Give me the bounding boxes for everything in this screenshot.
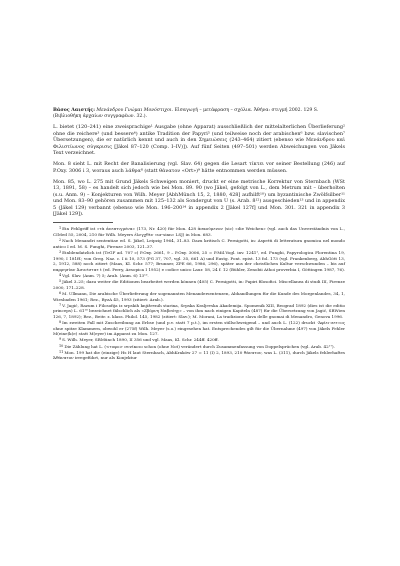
- footnote-text: Nach Menandri sententiae ed. S. Jäkel, Leipzig 1964, 31–83. Dazu kritisch C. Pernigotti, in: Aspetti di letteratura gnomica nel mondo antico I ed. M. S. Funghi, Firenze 2003, 121–37.: [53, 238, 345, 249]
- footnote-text: Mon. 199 hat die (einzige) Hs H laut Sternbach, AbhKraków 27 = 11 (I) 2, 1893, 210 θάνατον, was L. (311), durch Jäkels fehlerhaftes Ἀθάνατον irregeführt, nur als Konjektur: [53, 349, 345, 361]
- footnote: [53, 344, 345, 350]
- footnote: [53, 303, 345, 320]
- footnote: [53, 337, 345, 343]
- footnote-text: S. Wilh. Meyer, SBMünch 1890, II 356 und vgl. Maas, Kl. Schr. 244ff. 420ff.: [62, 337, 219, 343]
- citation-author: Βάσος Λαιστής:: [53, 108, 95, 113]
- review-citation: [53, 108, 345, 120]
- footnote-text: Jäkel 3–25; dazu weiter die Editionen bearbeitet werden können (405) C. Pernigotti, in: Papiri filosofici. Miscellanea di studi III, Firenze 2000, 171–228.: [53, 279, 345, 290]
- citation-details: Εἰσαγωγή – μετάφραση – σχόλια. Ἀθήνα: στιγμή 2002. 129 S. (Βιβλιοθήκη ἀρχαίων συγγραφέων. 32.).: [53, 108, 319, 120]
- body-paragraph: Mon. 85, wo L. 275 mit Grund Jäkels Schweigen moniert, druckt er eine metrische Korrektur von Sternbach (WSt 13, 1891, 58) – es handelt sich jedoch wie bei Mon. 89. 90 (wo Jäkel, gefolgt von L., dem Metrum mit – überholten (s.u. Anm. 9) – Konjekturen von Wilh. Meyer [AbhMünch 15, 2, 1880, 428] aufhilft¹⁰) um byzantinische Zwölfsilber¹¹ und Mon. 83–90 gehören zusammen mit 125–132 als Sondergut von U (s. Arab. 8¹²) ausgeschieden¹³ und in appendix 5 (Jäkel 129) verbannt (ebenso wie Mon. 196–200¹⁴ in appendix 2 [Jäkel 127f] und Mon. 301. 321 in appendix 3 [Jäkel 129]).: [53, 178, 345, 218]
- footnote: [53, 226, 345, 237]
- footnote-number: 2: [59, 238, 62, 243]
- footnote: [53, 291, 345, 302]
- footnote-number: 10: [59, 343, 64, 348]
- footnote-number: 7: [59, 302, 62, 307]
- footnote: [53, 350, 345, 361]
- footnote-number: 1: [59, 226, 62, 231]
- footnote-separator: [53, 222, 113, 223]
- footnotes: [53, 226, 345, 361]
- footnote: [53, 250, 345, 272]
- footnote-text: Ein Fehlgriff ist «τὰ ἀνεπτιγμένα» (173, Nr. 420) für Mon. 428 ἀσκούμενον (sic) «die Weichen» (vgl. auch das Unverständnis von L., CIMed 55, 2004, 210 für Wilh. Meyers ἐλεγχθὲν «ur-sinn» LSJ) in Mon. 683.: [53, 226, 345, 237]
- footnote: [53, 279, 345, 290]
- footnote-text: Im zweiten Fall mit Zuschreibung an Erbse (und p.v. statt 7 p.t.), im ersten stillschweigend – und auch L. (122) druckt ·Ἀφίει·σετ»ος ohne spitze Klammern, obwohl er (275f) Wilh. Meyer (s.o.) eingesehen hat. Entsprechendes gilt für die Übernahme (497) von Jäkels Fehler M(eine)k(e) statt M(eyer) im Apparat zu Mon. 127.: [53, 320, 345, 337]
- footnote: [53, 273, 345, 279]
- footnote-text: V. Jagić, Razum i Filosofija iz srpskih književnih starina, Srpska Kraljevska Akademija. Spomenik XIII, Beograd 1892 (dies ist die editio princeps) L. 61¹⁶ bezeichnet fälschlich als «Ζβόρνη Ναβσόηγ» – von ihm nach einigen Kapiteln (487) für die Übersetzung von Jagić, SBWien 126, 7, 1892); Rez., Beitr. z. klass. Philol. 145, 1982 (zitiert: Slav.); M. Morani, La tradizione slava delle gnomai di Menandro, Genova 1996.: [53, 302, 345, 319]
- body-paragraph: L. bietet (120–241) eine zweisprachige¹ Ausgabe (ohne Apparat) ausschließlich der mittelalterlichen Überlieferung² ohne die reichere³ (und bessere⁴) antike Tradition der Papyri⁵ (und teilweise noch der arabischen⁶ bzw. slavischen⁷ Übersetzungen), die er natürlich kennt und auch in den Σημειώσεις (243–464) zitiert (ebenso wie Μενάνδρου καὶ Φιλιστίωνος σύγκρισις [Jäkel 87–120 (Comp. I–IV)]). Auf fünf Seiten (497–501) werden Abweichungen von Jäkels Text verzeichnet.: [53, 124, 345, 157]
- footnote-text: M. Ullmann, Die arabische Überlieferung der sogenannten Menandersentenzen, Abhandlungen für die Kunde des Morgenlandes, 34, 1, Wiesbaden 1961; Rez., ByzA 45, 1993 (zitiert: Arab.).: [53, 290, 345, 302]
- footnote-number: 5: [59, 279, 62, 284]
- footnote-number: 9: [59, 337, 62, 342]
- footnote-text: Vgl. Slav. (Anm. 7) 5; Arab. (Anm. 6) 13¹⁵.: [62, 272, 149, 278]
- review-body: [53, 124, 345, 218]
- footnote-number: 3: [59, 249, 62, 254]
- citation-work-title: Μενάνδρου Γνώμαι Μονόστιχοι.: [96, 108, 174, 113]
- footnote-number: 6: [59, 290, 62, 295]
- footnote: [53, 320, 345, 337]
- footnote-text: Die Zählung hat L. (<τοφο> συνίκοιο schon (ohne Not) verändert durch Zusammenfassung von Doppelsprüchen (vgl. Arab. 42¹⁷).: [64, 343, 335, 349]
- footnote-number: 11: [59, 349, 64, 354]
- footnote-number: 8: [59, 320, 62, 325]
- body-paragraph: Mon. 8 sieht L. mit Recht der Banalisierung (vgl. Slav. 64) gegen die Lesart τίκτει vor seiner Bestellung (246) auf P.Oxy. 3006 i 3, woraus auch λάθρα⁸ (statt θάνατον «Ort»)⁹ hätte entnommen werden müssen.: [53, 161, 345, 174]
- footnote: [53, 238, 345, 249]
- footnote-number: 4: [59, 272, 62, 277]
- footnote-text: Einblendatzlich ist (TrGF ad. 707 c) P.Oxy. 2661, 9 – P.Oxy. 3006, 25 = P.Mil.Vogl. inv. 1241¹, ed. Funghi, Papyrologica Florentina 19, 1990, I 181ff.; von Greg. Naz. c. I ii 10, 573 (PG 37, 707, vgl. 35, 661 A) und Eustg. Pont. epist. 13 fol. 173 (vgl. Frankenberg, AbhGött 13, 2, 1912, 588) noch zitiert (Maas, Kl. Schr. 577; Brunner, ZPE 66, 1986, 296), später aus der christlichen Kultur verschwunden – bis auf παρρησίαν Ἀσινέστατ t (ed. Perry, Aesopica I 1952) e codice unico Laur. 58, 24 f. 12 (Bühler, Zenobii Athoi proverbia I, Göttingen 1987, 76).: [53, 249, 345, 272]
